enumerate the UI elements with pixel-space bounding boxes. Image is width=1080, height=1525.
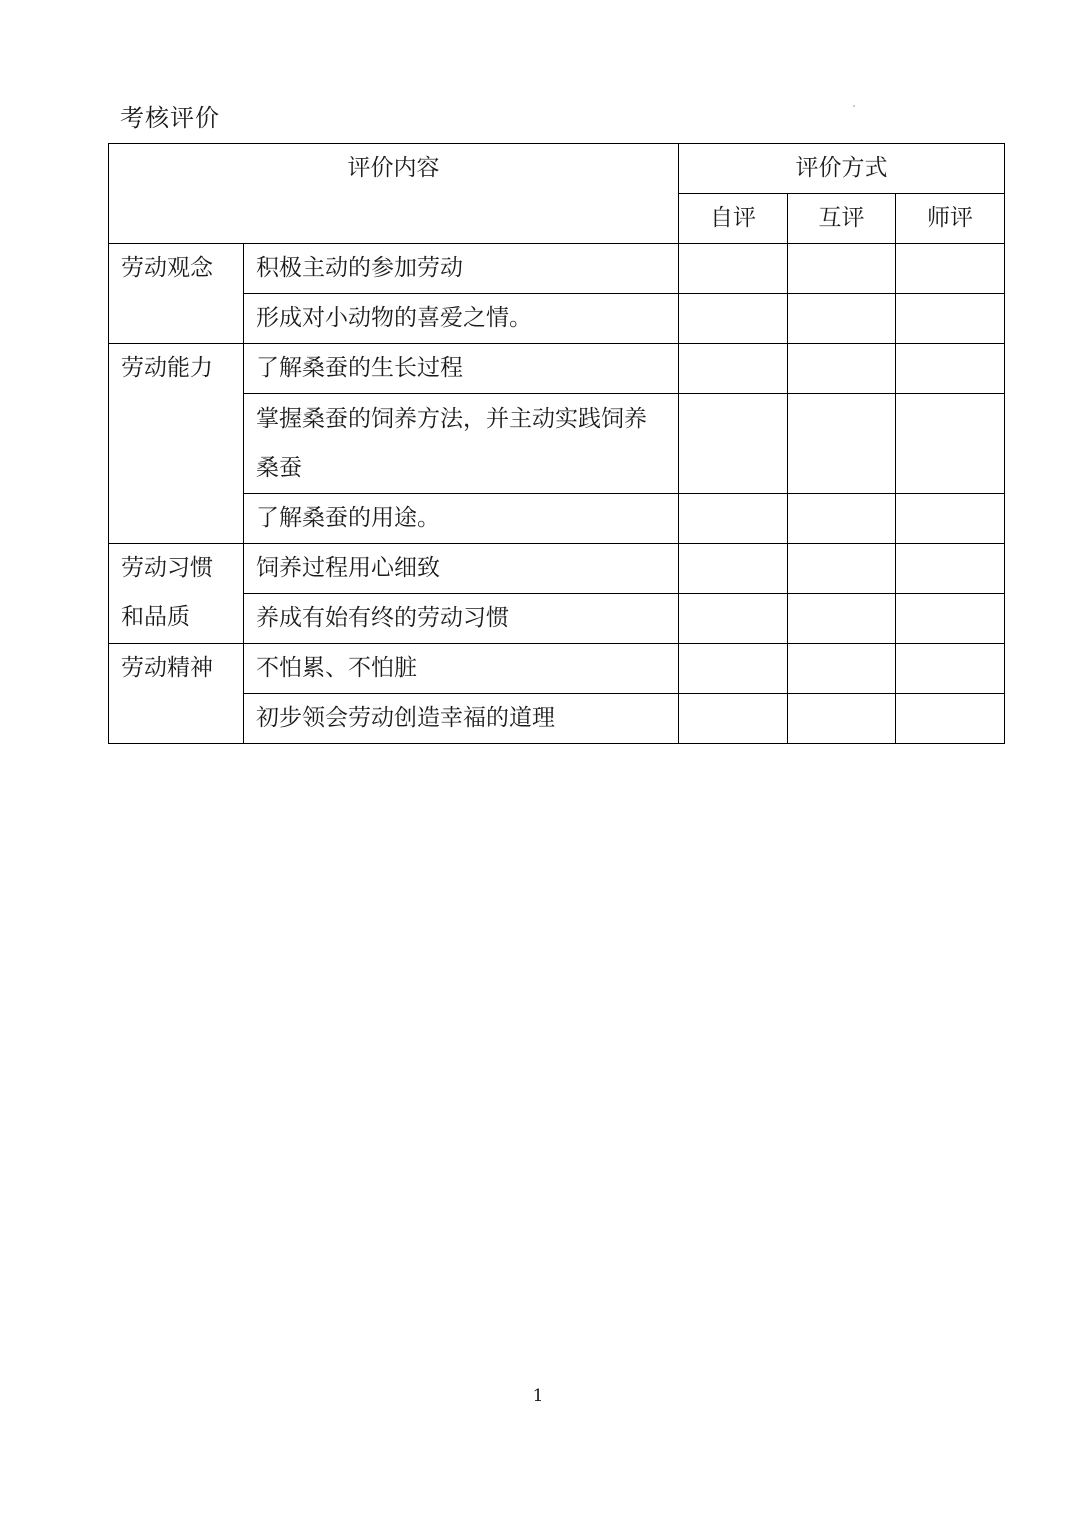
category-cell: 劳动能力 — [109, 344, 244, 544]
scan-speck — [853, 105, 855, 107]
teacher-score-cell[interactable] — [896, 244, 1005, 294]
criterion-cell: 养成有始有终的劳动习惯 — [244, 594, 679, 644]
header-content: 评价内容 — [109, 144, 679, 244]
table-row — [109, 494, 1005, 544]
header-self: 自评 — [679, 194, 788, 244]
page-number: 1 — [532, 1386, 544, 1406]
teacher-score-cell[interactable] — [896, 394, 1005, 494]
category-cell: 劳动观念 — [109, 244, 244, 344]
table-row — [109, 294, 1005, 344]
peer-score-cell[interactable] — [788, 594, 896, 644]
self-score-cell[interactable] — [679, 294, 788, 344]
self-score-cell[interactable] — [679, 644, 788, 694]
peer-score-cell[interactable] — [788, 644, 896, 694]
table-row — [109, 244, 1005, 294]
header-peer: 互评 — [788, 194, 896, 244]
self-score-cell[interactable] — [679, 394, 788, 494]
criterion-cell: 了解桑蚕的用途。 — [244, 494, 679, 544]
peer-score-cell[interactable] — [788, 244, 896, 294]
header-teacher: 师评 — [896, 194, 1005, 244]
table-row — [109, 394, 1005, 494]
category-cell: 劳动精神 — [109, 644, 244, 744]
peer-score-cell[interactable] — [788, 394, 896, 494]
criterion-cell: 不怕累、不怕脏 — [244, 644, 679, 694]
category-cell: 劳动习惯和品质 — [109, 544, 244, 644]
peer-score-cell[interactable] — [788, 494, 896, 544]
document-title: 考核评价 — [120, 104, 220, 132]
teacher-score-cell[interactable] — [896, 594, 1005, 644]
evaluation-table — [108, 143, 1005, 744]
teacher-score-cell[interactable] — [896, 344, 1005, 394]
self-score-cell[interactable] — [679, 494, 788, 544]
peer-score-cell[interactable] — [788, 544, 896, 594]
teacher-score-cell[interactable] — [896, 494, 1005, 544]
teacher-score-cell[interactable] — [896, 694, 1005, 744]
peer-score-cell[interactable] — [788, 294, 896, 344]
criterion-cell: 了解桑蚕的生长过程 — [244, 344, 679, 394]
header-method: 评价方式 — [679, 144, 1005, 194]
table-row — [109, 594, 1005, 644]
table-row — [109, 644, 1005, 694]
peer-score-cell[interactable] — [788, 694, 896, 744]
self-score-cell[interactable] — [679, 344, 788, 394]
self-score-cell[interactable] — [679, 544, 788, 594]
peer-score-cell[interactable] — [788, 344, 896, 394]
teacher-score-cell[interactable] — [896, 294, 1005, 344]
self-score-cell[interactable] — [679, 694, 788, 744]
criterion-cell: 掌握桑蚕的饲养方法，并主动实践饲养桑蚕 — [244, 394, 679, 494]
self-score-cell[interactable] — [679, 594, 788, 644]
self-score-cell[interactable] — [679, 244, 788, 294]
table-row — [109, 544, 1005, 594]
table-row — [109, 344, 1005, 394]
criterion-cell: 积极主动的参加劳动 — [244, 244, 679, 294]
criterion-cell: 饲养过程用心细致 — [244, 544, 679, 594]
teacher-score-cell[interactable] — [896, 644, 1005, 694]
criterion-cell: 初步领会劳动创造幸福的道理 — [244, 694, 679, 744]
teacher-score-cell[interactable] — [896, 544, 1005, 594]
criterion-cell: 形成对小动物的喜爱之情。 — [244, 294, 679, 344]
header-row-1 — [109, 144, 1005, 194]
table-row — [109, 694, 1005, 744]
